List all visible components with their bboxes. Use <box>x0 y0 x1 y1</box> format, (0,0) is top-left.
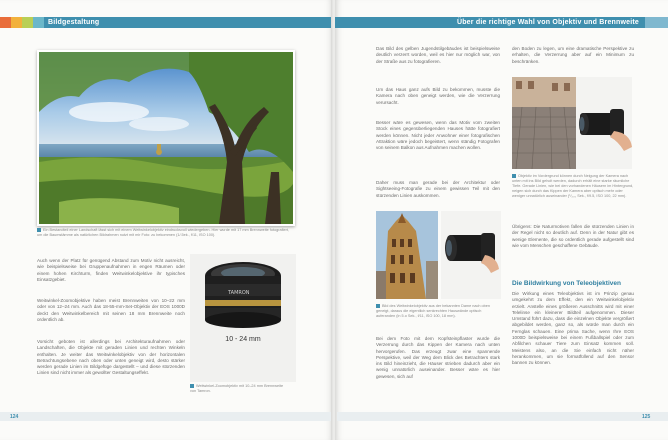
right-col2-paragraph-3: Die Wirkung eines Teleobjektivs ist im Prinzip genau umgekehrt zu dem Effekt, den ein Weitwinkelobjektiv erzielt. Anstelle eines größeren Ausschnitts wird mit einer Telelinse ein kleinerer Bildteil aufgenommen. Dieser Umstand führt dazu, dass die einzelnen Objekte vergrößert abgebildet werden, ganz so, als würde man durch ein Fernglas schauen. Eine prima Sache, wenn Ihre EOS 1000D beispielsweise bei einem Fußballspiel oder zum Abfilchen schauer Tiere zum Einsatz kommen soll. Meistens also, an die Sie einfach nicht näher herankommen, um sie formatfüllend auf den Sensor bannen zu können. <box>512 291 634 366</box>
right-paragraph-2: Um das Haus ganz aufs Bild zu bekommen, musste die Kamera nach oben geneigt werden, wie die Verzerrung verursacht. <box>376 87 500 105</box>
caption-bullet-icon <box>190 384 194 388</box>
left-paragraph-3: Vorsicht geboten ist allerdings bei Architekturaufnahmen oder Landschaften, die Objekte mit geraden Linien und rechten Winkeln enthalten. Je weiter das Weitwinkelobjektiv von der horizontalen Betrachtungsebene nach oben oder unten geneigt wird, desto stärker werden gerade Linien im Bildgefüge dargestellt – und diese stürzenden Linien sind nicht immer als gewollter Gestaltungseffekt. <box>37 339 185 376</box>
left-header-title: Bildgestaltung <box>48 19 100 26</box>
street-caption <box>512 174 634 199</box>
left-paragraph-2: Weitwinkel-Zoomobjektive haben meist Brennweiten von 10–22 mm oder von 12–24 mm. Auch das 18-55-mm-Set-Objektiv der EOS 1000D deckt den Weitwinkelbereich mit seinen 18 mm Brennweite noch ordentlich ab. <box>37 298 185 322</box>
lens-photo <box>190 254 296 382</box>
building-image <box>376 211 438 299</box>
right-col2-paragraph-1: den Boden zu legen, um eine dramatische Perspektive zu erhalten, die Verzerrung aber auf ein Minimum zu beschränken. <box>512 46 634 64</box>
lens-caption-text: Weitwinkel-Zoomobjektiv mit 10–24 mm Brennweite von Tamron. <box>190 384 284 393</box>
left-paragraph-1: Auch wenn der Platz für genügend Abstand zum Motiv nicht ausreicht, wie beispielsweise bei Gruppenaufnahmen in engen Räumen oder einem hohen Kirchturm, finden Weitwinkelobjektive ihr typisches Einsatzgebiet. <box>37 258 185 282</box>
left-header-bar <box>44 17 333 28</box>
swatch-blue <box>33 17 44 28</box>
landscape-caption-text: Ein Bestandteil einer Landschaft lässt sich mit einem Weitwinkelobjektiv eindrucksvoll wiedergeben. Hier wurde mit 17 mm Brennweite fotografiert, um die Baumstämme als natürlichen Bildrahmen nutzt mit mir Foto: zu bekommen (1/.5ek., f/11, ISO 100). <box>37 228 289 237</box>
caption-bullet-icon <box>512 174 516 178</box>
svg-text:TAMRON: TAMRON <box>228 290 250 296</box>
street-image <box>512 77 576 169</box>
right-paragraph-1: Das Bild des gelben Jugendstilgebäudes ist beispielsweise deutlich verzerrt worden, weil es hier nur möglich war, von der Straße aus zu fotografieren. <box>376 46 500 64</box>
right-page-number: 125 <box>642 414 651 420</box>
street-photo <box>512 77 576 169</box>
lens-image <box>190 254 296 334</box>
building-caption-text: Bild des Weitwinkelobjektiv aus der bekannten Dame nach oben geneigt, daraus die eigentlich senkrechten Hauswände optisch auferanden (in 5.o Sek., f/11, ISO 100, 18 mm). <box>376 304 490 318</box>
lens-caption <box>190 384 290 394</box>
street-caption-text: Objektiv im Vordergrund können durch Neigung der Kamera nach unten mit ins Bild geholt werden, dadurch erhält eine starke räumliche Tiefe. Gerade Linien, wie bei den vorhandenen Häusern im Hintergrund, neigen sich durch das Kippen der Kamera aber optisch mehr oder weniger unnatürlich auseinander (¹/₂₀₀ Sek., f/9.5, ISO 100, 22 mm). <box>512 174 634 198</box>
caption-bullet-icon <box>37 228 41 232</box>
landscape-photo <box>37 50 295 226</box>
camera-image-1 <box>441 211 501 299</box>
landscape-image <box>39 52 293 224</box>
lens-focal-label: 10 - 24 mm <box>225 336 261 343</box>
color-swatches <box>0 17 44 28</box>
left-page-number: 124 <box>10 414 19 420</box>
swatch-yellow <box>11 17 22 28</box>
right-paragraph-4: Daher muss man gerade bei der Architektur oder Sightseeing-Fotografie zu einem gewissen Teil mit den stürzenden Linien auskommen. <box>376 180 500 198</box>
camera-photo-2 <box>576 77 632 169</box>
right-paragraph-5: Bei dem Foto mit dem Kopfsteinpflaster wurde die Verzerrung durch das Kippen der Kamera nach unten hervorgerufen. Das erzeugt zwar eine spannende Perspektive, weil der Weg dem Blick des Betrachters stark ins Bild hineinzieht, die Häuser strieben dadurch aber ein wenig unnatürlich auseinander. Besser wäre es hier gewesen, sich auf <box>376 336 500 379</box>
building-photo <box>376 211 438 299</box>
swatch-orange <box>0 17 11 28</box>
camera-photo-1 <box>441 211 501 299</box>
caption-bullet-icon <box>376 304 380 308</box>
right-col2-paragraph-2: Übrigens: Die Naturmotiven fallen die stürzenden Linien in der Regel nicht so deutlich auf. Denn in der Natur gibt es wenige Elemente, die so ordentlich gerade aufgestellt sind wie vom Menschen geschaffene Gebäude. <box>512 224 634 248</box>
building-caption <box>376 304 500 319</box>
right-header-bar <box>335 17 645 28</box>
landscape-caption <box>37 228 291 238</box>
camera-image-2 <box>576 77 632 169</box>
right-paragraph-3: Besser wäre es gewesen, wenn das Motiv vom zweiten Stock eines gegenüberliegenden Hauses hätte fotografiert werden können. Nicht jeder Anwohner einer fotografischen Attraktion wäre jedoch begeistert, wenn ständig Fotografen von seinem Balkon aus Aufnahmen machen wollen. <box>376 120 500 151</box>
left-page <box>0 0 333 440</box>
swatch-green <box>22 17 33 28</box>
right-footer-bar <box>337 412 668 421</box>
section-heading: Die Bildwirkung von Teleobjektiven <box>512 280 621 287</box>
right-header-title: Über die richtige Wahl von Objektiv und Brennweite <box>456 19 639 26</box>
left-footer-bar <box>0 412 333 421</box>
right-header-tab <box>645 17 668 28</box>
